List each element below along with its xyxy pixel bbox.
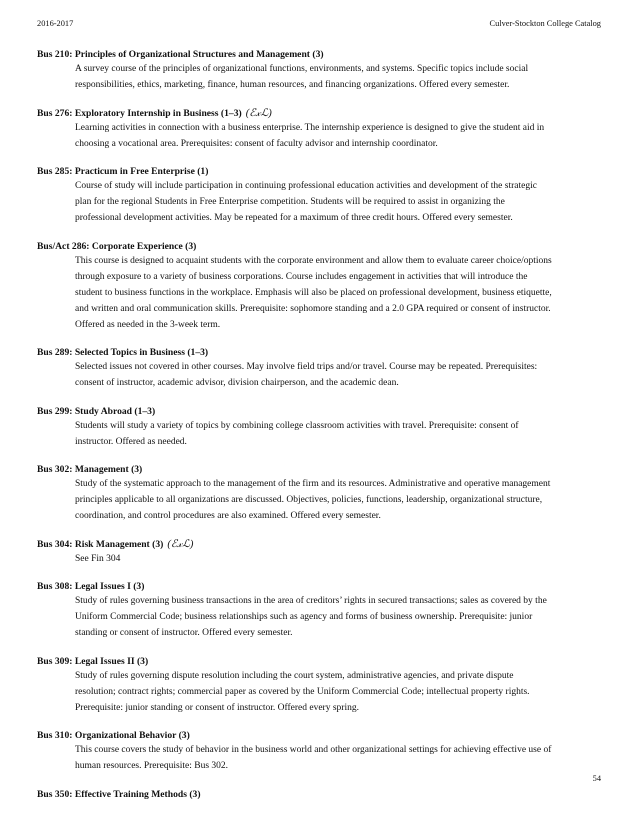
description-line: standing or consent of instructor. Offered every semester. (75, 628, 293, 638)
description-line: professional development activities. May be repeated for a maximum of three credit hours. Offered every semester. (75, 213, 513, 223)
course-title (37, 49, 603, 61)
course-title (37, 656, 603, 668)
course-entry (37, 730, 603, 774)
course-title-text: Bus 210: Principles of Organizational Structures and Management (3) (37, 49, 324, 60)
course-title-text: Bus 285: Practicum in Free Enterprise (1) (37, 166, 209, 177)
course-description (75, 61, 603, 93)
description-line: and written and oral communication skills. Prerequisite: sophomore standing and a 2.0 GPA required or consent of instructor. (75, 303, 551, 314)
description-line: Study of the systematic approach to the management of the firm and its resources. Administrative and operative management (75, 479, 551, 489)
course-description (75, 120, 603, 152)
course-description (75, 359, 603, 391)
description-line: Learning activities in connection with a business enterprise. The internship experience is designed to give the student aid in (75, 122, 545, 133)
course-title (37, 406, 603, 418)
description-line: consent of instructor, academic advisor, division chairperson, and the academic dean. (75, 378, 399, 388)
course-title-text: Bus 302: Management (3) (37, 464, 143, 475)
course-title-text: Bus 308: Legal Issues I (3) (37, 581, 145, 592)
course-description (75, 253, 603, 333)
description-line: instructor. Offered as needed. (75, 436, 187, 447)
description-line: plan for the regional Students in Free Enterprise competition. Students will be required to assist in organizing the (75, 197, 505, 207)
course-title (37, 789, 603, 801)
description-line: principles applicable to all organizations are discussed. Objectives, policies, functions, leadership, organizational structure, (75, 495, 543, 505)
description-line: through exposure to a variety of business corporations. Course includes engagement in activities that will introduce the (75, 271, 528, 282)
description-line: human resources. Prerequisite: Bus 302. (75, 761, 229, 771)
course-title-text: Bus 304: Risk Management (3) (37, 538, 164, 550)
course-entry (37, 539, 603, 567)
course-entry (37, 464, 603, 524)
header-year: 2016-2017 (37, 19, 74, 28)
description-line: Study of rules governing business transactions in the area of creditors’ rights in secured transactions; sales as covered by the (75, 596, 547, 606)
experiential-learning-tag: (ℰ𝓍ℒ) (245, 107, 272, 119)
course-description (75, 551, 603, 567)
course-title-text: Bus 350: Effective Training Methods (3) (37, 788, 201, 800)
course-entry (37, 241, 603, 333)
course-title (37, 241, 603, 253)
course-title-text: Bus 289: Selected Topics in Business (1–3) (37, 347, 209, 358)
course-description (75, 742, 603, 774)
header-catalog-title: Culver-Stockton College Catalog (489, 19, 601, 28)
description-line: student to business functions in the workplace. Emphasis will also be placed on professional development, business etiquette, (75, 287, 552, 298)
course-entry (37, 347, 603, 391)
course-title (37, 581, 603, 593)
description-line: resolution; contract rights; commercial paper as covered by the Uniform Commercial Code; intellectual property rights. (75, 686, 530, 697)
course-description (75, 178, 603, 226)
description-line: Uniform Commercial Code; business relationships such as agency and forms of business ownership. Prerequisite: junior (75, 612, 533, 622)
course-entry (37, 406, 603, 450)
course-list (37, 49, 603, 815)
description-line: Study of rules governing dispute resolution including the court system, administrative agencies, and private dispute (75, 670, 514, 681)
course-title (37, 539, 603, 551)
course-title (37, 347, 603, 359)
course-entry (37, 49, 603, 93)
course-title (37, 464, 603, 476)
course-entry (37, 581, 603, 641)
course-title-text: Bus 276: Exploratory Internship in Business (1–3) (37, 107, 242, 119)
description-line: This course is designed to acquaint students with the corporate environment and allow them to evaluate career choice/options (75, 255, 552, 266)
course-entry (37, 656, 603, 716)
course-title-text: Bus 310: Organizational Behavior (3) (37, 730, 190, 741)
course-entry (37, 789, 603, 801)
course-title (37, 730, 603, 742)
description-line: See Fin 304 (75, 553, 121, 564)
course-entry (37, 108, 603, 152)
description-line: Students will study a variety of topics by combining college classroom activities with travel. Prerequisite: consent of (75, 420, 519, 431)
course-title-text: Bus/Act 286: Corporate Experience (3) (37, 240, 197, 252)
description-line: This course covers the study of behavior in the business world and other organizational settings for achieving effective use of (75, 745, 552, 755)
course-title (37, 108, 603, 120)
course-entry (37, 166, 603, 226)
course-title-text: Bus 309: Legal Issues II (3) (37, 655, 149, 667)
course-description (75, 668, 603, 716)
experiential-learning-tag: (ℰ𝓍ℒ) (167, 538, 194, 550)
description-line: Course of study will include participation in continuing professional education activities and development of the strategic (75, 181, 537, 191)
course-description (75, 593, 603, 641)
description-line: responsibilities, ethics, marketing, finance, human resources, and financing organizations. Offered every semester. (75, 80, 510, 90)
description-line: choosing a vocational area. Prerequisites: consent of faculty advisor and internship coordinator. (75, 138, 438, 149)
description-line: A survey course of the principles of organizational functions, environments, and systems. Specific topics include social (75, 64, 529, 74)
description-line: Offered as needed in the 3-week term. (75, 319, 221, 330)
description-line: Prerequisite: junior standing or consent of instructor. Offered every spring. (75, 702, 359, 713)
course-description (75, 476, 603, 524)
course-title-text: Bus 299: Study Abroad (1–3) (37, 405, 156, 417)
course-title (37, 166, 603, 178)
page-number: 54 (592, 774, 601, 783)
course-description (75, 418, 603, 450)
description-line: coordination, and control procedures are also examined. Offered every semester. (75, 511, 381, 521)
description-line: Selected issues not covered in other courses. May involve field trips and/or travel. Course may be repeated. Prerequisites: (75, 362, 538, 372)
